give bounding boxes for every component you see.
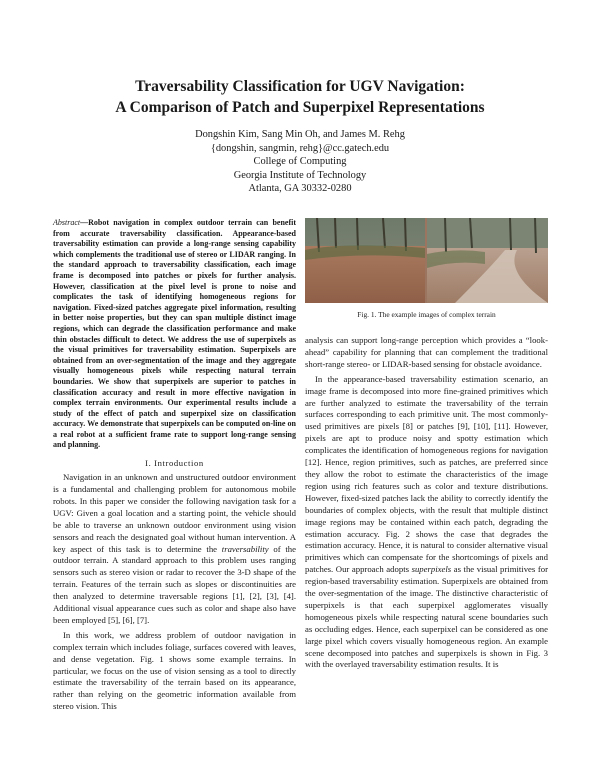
emails: {dongshin, sangmin, rehg}@cc.gatech.edu (210, 142, 390, 154)
intro-p1-emphasis: traversability (221, 543, 269, 554)
figure-1-terrain-images (305, 218, 548, 303)
intro-p1-text-b: of the outdoor terrain. A standard approach to this problem uses ranging sensors such as stereo vision or radar to recover the 3-D shape of the terrain. Features of the terrain such as slopes or discontinuities are then analyzed to determine traversable regions [1], [2], [3], [4]. Additional visual appearance cues such as color and shape also have been employed [5], [6], [7]. (53, 543, 296, 625)
address: Atlanta, GA 30332-0280 (248, 183, 352, 194)
title-line-1: Traversability Classification for UGV Navigation: (135, 78, 465, 95)
figure-1-caption: Fig. 1. The example images of complex terrain (357, 310, 496, 319)
intro-paragraph-2: In this work, we address problem of outdoor navigation in complex terrain which includes foliage, surfaces covered with leaves, and dense vegetation. Fig. 1 shows some example terrains. In particular, we focus on the use of vision sensing as a tool to directly estimate the traversability of the terrain based on its appearance, rather than relying on the geometric information available from stereo vision. This (53, 629, 296, 712)
abstract-label: Abstract (53, 218, 81, 227)
abstract-text: Robot navigation in complex outdoor terrain can benefit from accurate traversability classification. Appearance-based traversability estimation can provide a long-range sensing capability which complements the traditional use of stereo or LIDAR ranging. In the standard approach to traversability classification, each image frame is decomposed into patches or pixels for further analysis. However, classification at the pixel level is prone to noise and complicates the task of identifying homogeneous regions for navigation. Fixed-sized patches aggregate pixel information, resulting in better noise properties, but they can span multiple distinct image regions, which can degrade the classification performance and make thin obstacles difficult to detect. We address the use of superpixels as the visual primitives for traversability estimation. Superpixels are obtained from an over-segmentation of the image and they aggregate visually homogeneous pixels while respecting natural terrain boundaries. We show that superpixels are superior to patches in classification accuracy and result in more effective navigation in complex terrain environments. Our experimental results include a study of the effect of patch and superpixel size on classification accuracy. We demonstrate that superpixels can be computed on-line on a real robot at a sufficient frame rate to support long-range sensing and planning. (53, 218, 296, 450)
abstract-dash: — (80, 218, 89, 227)
right-column (305, 218, 548, 671)
right-p2-emphasis: superpixels (411, 564, 452, 575)
left-column (53, 218, 296, 713)
right-p2-text-b: as the visual primitives for region-based traversability estimation. Superpixels are obtained from the over-segmentation of the image. The distinctive characteristic of superpixels is that each superpixel agglomerates visually homogeneous pixels while respecting natural scene boundaries such as occluding edges. Hence, each superpixel can be considered as one large pixel which covers visually homogeneous region. An example scene decomposed into patches and superpixels is shown in Fig. 3 with the overlayed traversability estimation results. It is (305, 564, 548, 670)
right-paragraph-2 (305, 374, 548, 672)
authors: Dongshin Kim, Sang Min Oh, and James M. Rehg (195, 129, 405, 140)
intro-paragraph-1 (53, 472, 296, 627)
affiliation-institute: Georgia Institute of Technology (233, 169, 367, 181)
intro-p1-text-a: Navigation in an unknown and unstructured outdoor environment is a fundamental and challenging problem for autonomous mobile robots. In this paper we consider the following navigation task for a UGV: Given a goal location and a starting point, the vehicle should be able to traverse an unknown outdoor environment using vision sensors and reach the designated goal without human intervention. A key aspect of this task is to determine the (53, 472, 296, 554)
section-heading-introduction: I. Introduction (145, 458, 204, 469)
right-paragraph-1: analysis can support long-range perception which provides a “look-ahead” capability for planning that can complement the traditional short-range stereo- or LIDAR-based sensing for obstacle avoidance. (305, 335, 548, 369)
paper-title (60, 76, 540, 118)
right-p2-text-a: In the appearance-based traversability estimation scenario, an image frame is decomposed into more fine-grained primitives which are further analyzed to estimate the traversability of the terrain surfaces corresponding to each primitive unit. The most commonly-used primitives are pixels [8] or patches [9], [10], [11]. However, pixels are apt to produce noisy and spotty estimation which complicates the identification of homogeneous regions for navigation [12]. Hence, region primitives, such as patches, are preferred since they allow the robot to estimate the characteristics of the image region using rich features such as color and texture distributions. However, fixed-sized patches lack the ability to correctly identify the boundaries of complex objects, with the result that multiple distinct image regions may be contained within each patch, degrading the estimation accuracy. Fig. 2 shows the case that degrades the estimation accuracy. Hence, it is natural to consider alternative visual primitives which can compensate for the shortcomings of pixels and patches. Our approach adopts (305, 373, 548, 575)
affiliation-college: College of Computing (253, 156, 347, 167)
title-line-2: A Comparison of Patch and Superpixel Representations (115, 99, 485, 116)
author-block (150, 128, 450, 196)
abstract (53, 218, 296, 451)
terrain-photo (305, 218, 548, 303)
